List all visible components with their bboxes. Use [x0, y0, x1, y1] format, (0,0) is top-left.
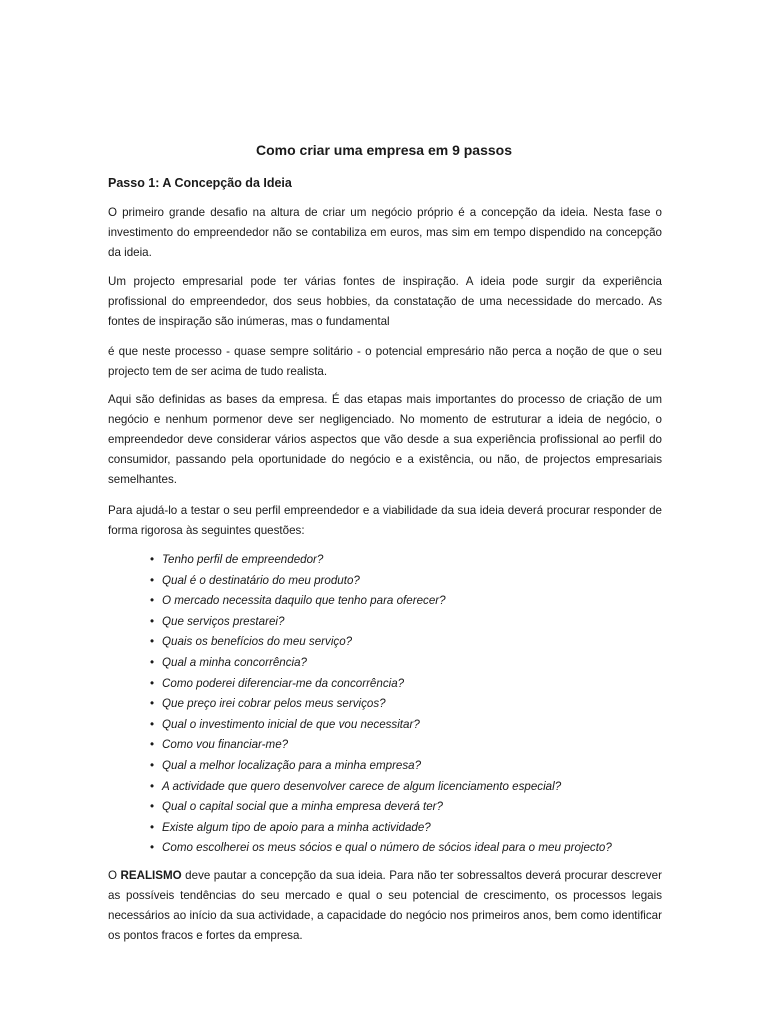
bullet-icon: •	[150, 758, 155, 772]
question-text: Que serviços prestarei?	[162, 614, 285, 628]
list-item	[150, 591, 612, 612]
question-text: Como poderei diferenciar-me da concorrência?	[162, 676, 405, 690]
section-heading: Passo 1: A Concepção da Ideia	[108, 176, 292, 190]
paragraph-6-prefix: O	[108, 869, 118, 882]
bullet-icon: •	[150, 573, 155, 587]
bullet-icon: •	[150, 635, 155, 649]
paragraph-4: Aqui são definidas as bases da empresa. É das etapas mais importantes do processo de criação de um negócio e nenhum pormenor deve ser negligenciado. No momento de estruturar a ideia de negócio, o empreendedor deve considerar vários aspectos que vão desde a sua experiência profissional ao perfil do consumidor, passando pela oportunidade do negócio e a existência, ou não, de projectos empresariais semelhantes.	[108, 393, 662, 486]
bullet-icon: •	[150, 800, 155, 814]
list-item	[150, 612, 612, 633]
paragraph-5: Para ajudá-lo a testar o seu perfil empreendedor e a viabilidade da sua ideia deverá procurar responder de forma rigorosa às seguintes questões:	[108, 504, 662, 537]
bullet-icon: •	[150, 614, 155, 628]
question-text: Qual o capital social que a minha empresa deverá ter?	[162, 800, 443, 814]
bullet-icon: •	[150, 553, 155, 566]
bullet-icon: •	[150, 738, 155, 752]
bullet-icon: •	[150, 697, 155, 711]
question-text: Existe algum tipo de apoio para a minha actividade?	[162, 820, 431, 834]
bullet-icon: •	[150, 655, 155, 669]
bullet-icon: •	[150, 841, 155, 855]
question-text: Qual a minha concorrência?	[162, 655, 308, 669]
list-item	[150, 797, 612, 818]
question-text: Como vou financiar-me?	[162, 738, 289, 752]
questions-list	[150, 550, 612, 859]
paragraph-6-text: deve pautar a concepção da sua ideia. Para não ter sobressaltos deverá procurar descrever as possíveis tendências do seu mercado e qual o seu potencial de crescimento, os processos legais necessários ao início da sua actividade, a capacidade do negócio nos primeiros anos, bem como identificar os pontos fracos e fortes da empresa.	[108, 869, 662, 942]
question-text: Como escolherei os meus sócios e qual o número de sócios ideal para o meu projecto?	[162, 841, 612, 855]
list-item	[150, 632, 612, 653]
question-text: Quais os benefícios do meu serviço?	[162, 635, 353, 649]
bullet-icon: •	[150, 676, 155, 690]
bullet-icon: •	[150, 717, 155, 731]
list-item	[150, 756, 612, 777]
question-text: Tenho perfil de empreendedor?	[162, 553, 324, 566]
bullet-icon: •	[150, 820, 155, 834]
paragraph-1: O primeiro grande desafio na altura de criar um negócio próprio é a concepção da ideia. Nesta fase o investimento do empreendedor não se contabiliza em euros, mas sim em tempo dispendido na concepção da ideia.	[108, 206, 662, 259]
list-item	[150, 838, 612, 859]
question-text: Qual o investimento inicial de que vou necessitar?	[162, 717, 420, 731]
question-text: Qual é o destinatário do meu produto?	[162, 573, 360, 587]
list-item	[150, 550, 612, 571]
question-text: O mercado necessita daquilo que tenho para oferecer?	[162, 594, 446, 608]
list-item	[150, 818, 612, 839]
list-item	[150, 653, 612, 674]
list-item	[150, 571, 612, 592]
bullet-icon: •	[150, 779, 155, 793]
list-item	[150, 694, 612, 715]
list-item	[150, 715, 612, 736]
paragraph-6	[108, 866, 662, 946]
list-item	[150, 777, 612, 798]
bullet-icon: •	[150, 594, 155, 608]
question-text: Que preço irei cobrar pelos meus serviços?	[162, 697, 386, 711]
question-text: A actividade que quero desenvolver carece de algum licenciamento especial?	[162, 779, 562, 793]
list-item	[150, 674, 612, 695]
question-text: Qual a melhor localização para a minha empresa?	[162, 758, 422, 772]
paragraph-3: é que neste processo - quase sempre solitário - o potencial empresário não perca a noção de que o seu projecto tem de ser acima de tudo realista.	[108, 345, 662, 378]
list-item	[150, 735, 612, 756]
realismo-emphasis: REALISMO	[120, 869, 182, 882]
paragraph-2: Um projecto empresarial pode ter várias fontes de inspiração. A ideia pode surgir da experiência profissional do empreendedor, dos seus hobbies, da constatação de uma necessidade do mercado. As fontes de inspiração são inúmeras, mas o fundamental	[108, 275, 662, 328]
document-title: Como criar uma empresa em 9 passos	[255, 142, 512, 158]
